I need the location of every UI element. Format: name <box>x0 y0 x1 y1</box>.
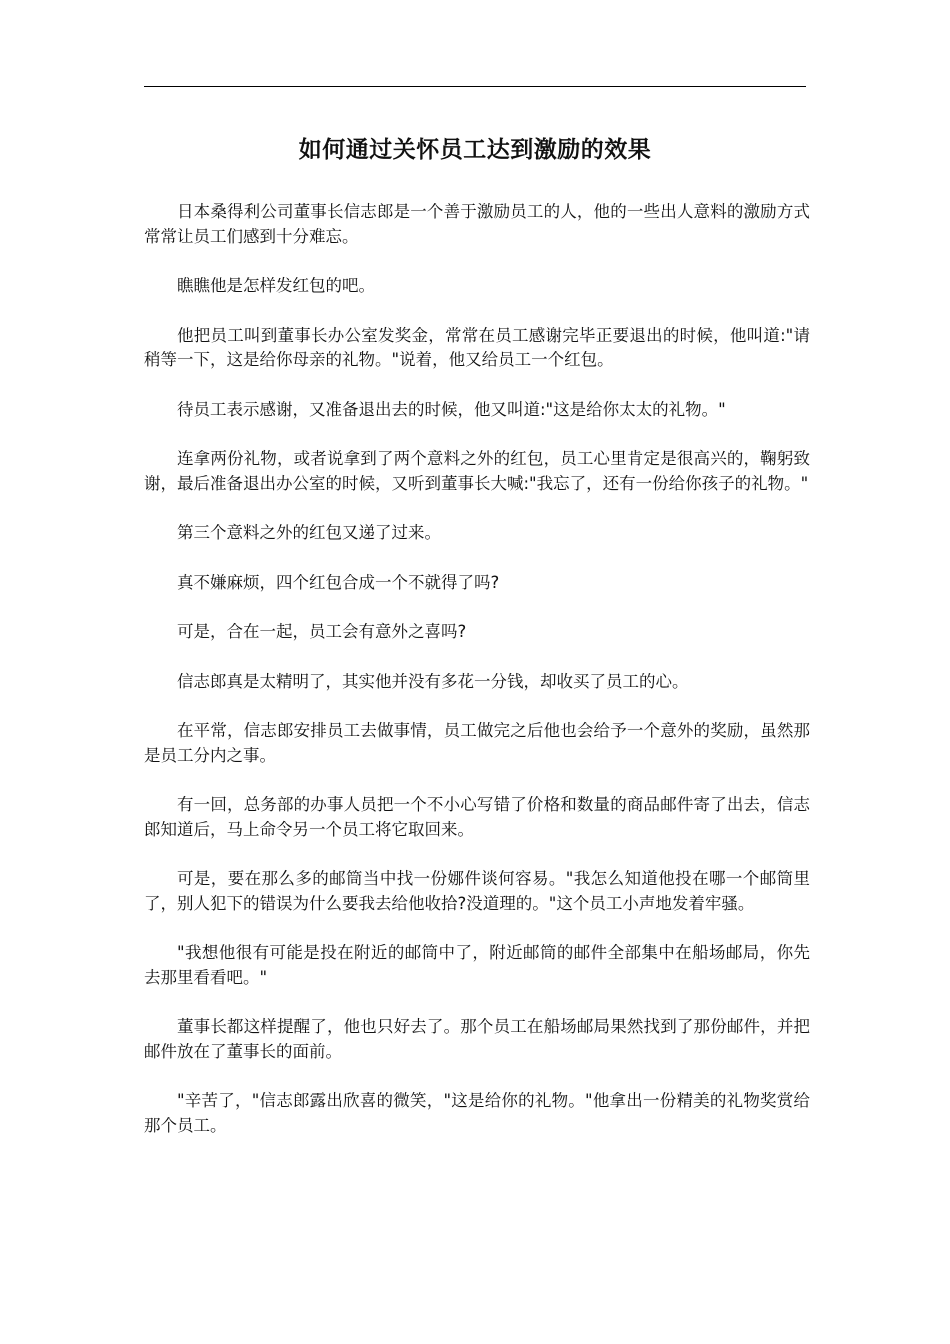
paragraph: 瞧瞧他是怎样发红包的吧。 <box>177 276 375 295</box>
document-title: 如何通过关怀员工达到激励的效果 <box>298 137 652 163</box>
paragraph: 待员工表示感谢，又准备退出去的时候，他又叫道:"这是给你太太的礼物。" <box>177 399 726 419</box>
paragraph: 真不嫌麻烦，四个红包合成一个不就得了吗? <box>177 572 500 592</box>
paragraph: 连拿两份礼物，或者说拿到了两个意料之外的红包，员工心里肯定是很高兴的，鞠躬致谢，最后准备退出办公室的时候，又听到董事长大喊:"我忘了，还有一份给你孩子的礼物。" <box>144 449 810 493</box>
paragraph: "辛苦了，"信志郎露出欣喜的微笑，"这是给你的礼物。"他拿出一份精美的礼物奖赏给那个员工。 <box>144 1091 810 1135</box>
paragraph: 第三个意料之外的红包又递了过来。 <box>177 523 441 542</box>
paragraph: 董事长都这样提醒了，他也只好去了。那个员工在船场邮局果然找到了那份邮件，并把邮件放在了董事长的面前。 <box>144 1017 810 1061</box>
paragraph: 可是，合在一起，员工会有意外之喜吗? <box>177 622 467 641</box>
paragraph: 信志郎真是太精明了，其实他并没有多花一分钱，却收买了员工的心。 <box>177 671 689 691</box>
paragraph: 在平常，信志郎安排员工去做事情，员工做完之后他也会给予一个意外的奖励，虽然那是员工分内之事。 <box>144 721 810 765</box>
paragraph: "我想他很有可能是投在附近的邮筒中了，附近邮筒的邮件全部集中在船场邮局，你先去那里看看吧。" <box>144 943 810 987</box>
paragraph: 日本桑得利公司董事长信志郎是一个善于激励员工的人，他的一些出人意料的激励方式常常让员工们感到十分难忘。 <box>144 202 810 246</box>
paragraph: 可是，要在那么多的邮筒当中找一份娜件谈何容易。"我怎么知道他投在哪一个邮筒里了，别人犯下的错误为什么要我去给他收拾?没道理的。"这个员工小声地发着牢骚。 <box>144 869 810 913</box>
paragraph: 有一回，总务部的办事人员把一个不小心写错了价格和数量的商品邮件寄了出去，信志郎知道后，马上命令另一个员工将它取回来。 <box>144 795 810 839</box>
paragraph: 他把员工叫到董事长办公室发奖金，常常在员工感谢完毕正要退出的时候，他叫道:"请稍等一下，这是给你母亲的礼物。"说着，他又给员工一个红包。 <box>144 325 810 369</box>
header-rule <box>144 86 806 87</box>
document-body <box>144 200 810 1163</box>
